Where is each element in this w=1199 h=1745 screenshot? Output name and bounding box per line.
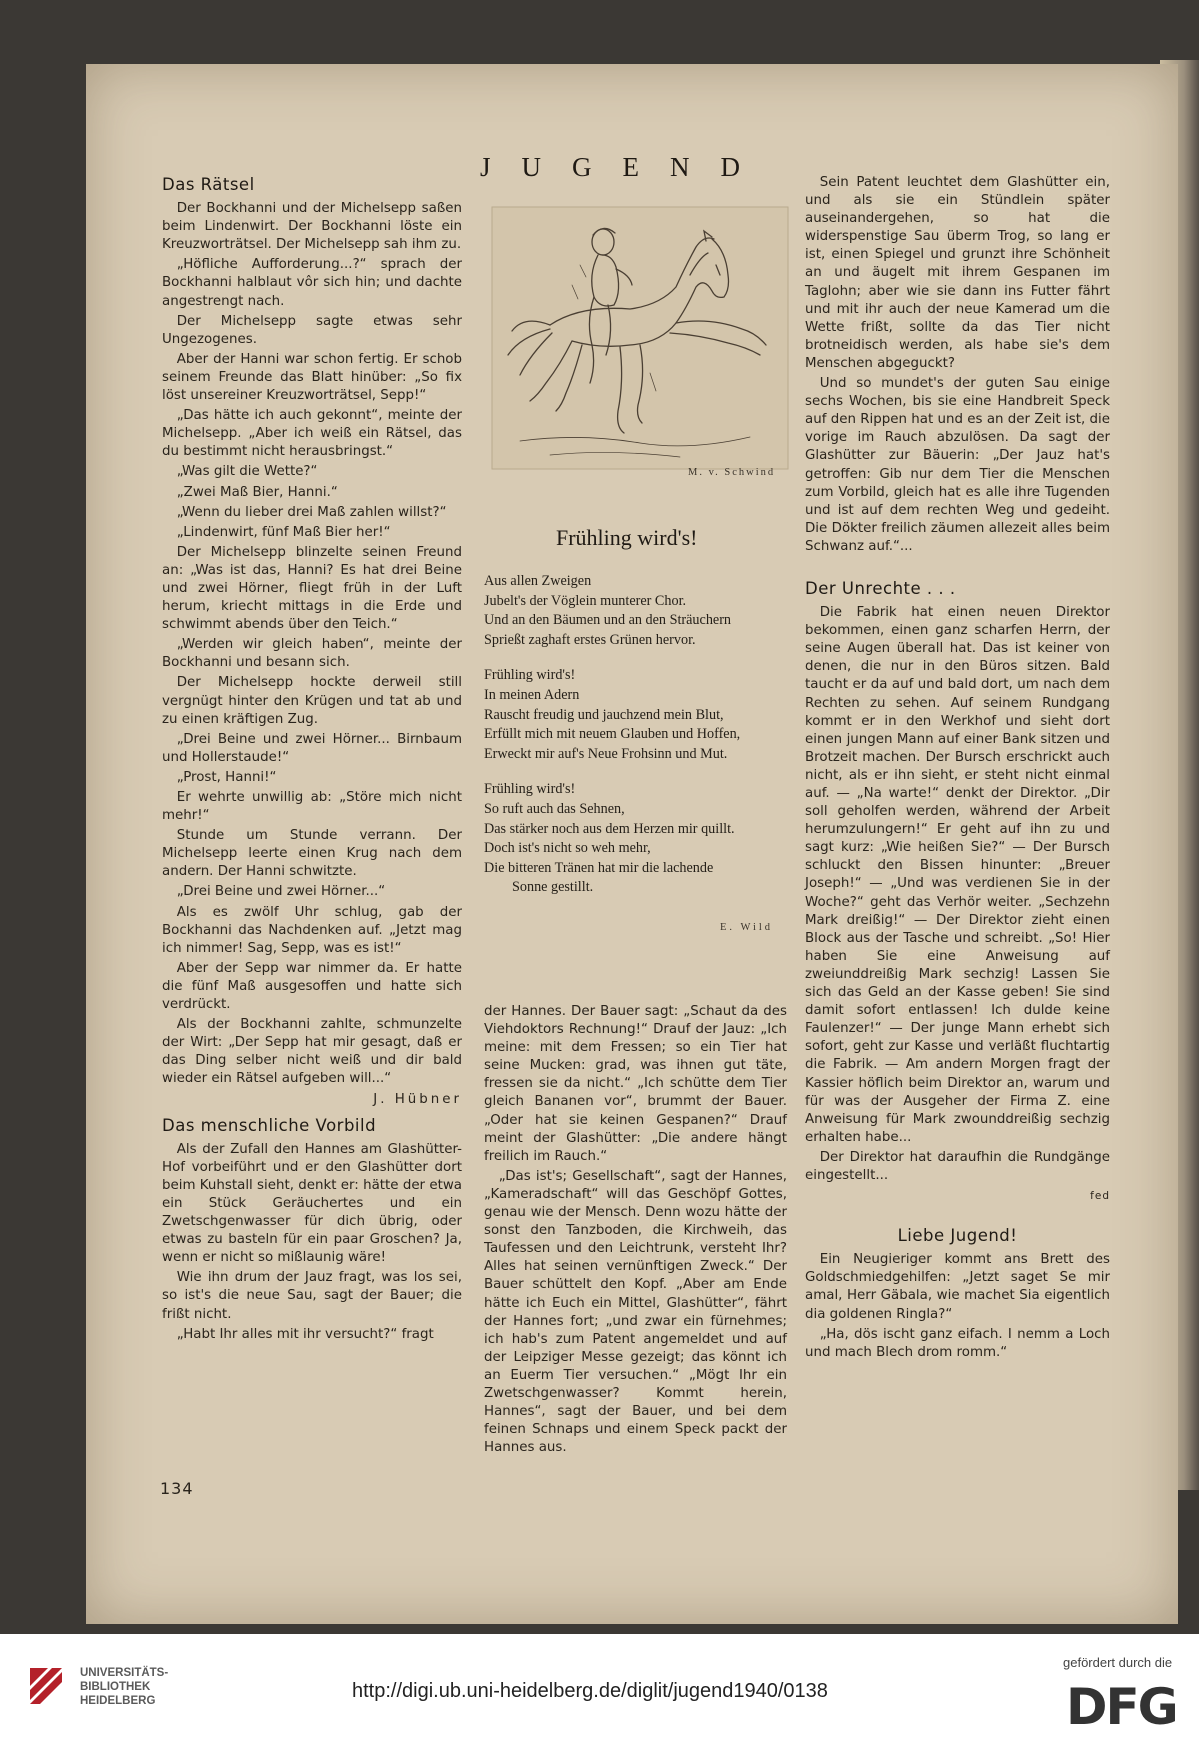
author-signature: J. Hübner: [373, 1091, 462, 1107]
poem-line: Sonne gestillt.: [512, 879, 594, 896]
paragraph: Wie ihn drum der Jauz fragt, was los sei, so ist's die neue Sau, sagt der Bauer; die frißt nicht.: [162, 1270, 462, 1322]
paragraph: „Ha, dös ischt ganz eifach. I nemm a Loch und mach Blech drom romm.“: [805, 1326, 1110, 1360]
poem-stanza: [484, 572, 794, 650]
raetsel-body: [162, 200, 462, 1088]
illustration-caption: M. v. Schwind: [688, 467, 776, 478]
paragraph: Als der Zufall den Hannes am Glashütter-Hof vorbeiführt und er den Glashütter dort beim Kuhstall sieht, denkt er: hätte der etwa ein Stück Geräuchertes und ein Zwetschgenwasser für dich übrig, oder etwas zu basteln für ein paar Groschen? Ja, wenn er nicht so mißlaunig wäre!: [162, 1141, 462, 1266]
paragraph: Aber der Sepp war nimmer da. Er hatte die fünf Maß ausgesoffen und hatte sich verdrückt.: [162, 960, 462, 1013]
paragraph: „Höfliche Aufforderung...?“ sprach der Bockhanni halblaut vôr sich hin; und dachte angestrengt nach.: [162, 257, 462, 309]
poem-stanza: [484, 780, 794, 898]
paragraph: „Drei Beine und zwei Hörner...“: [176, 884, 386, 900]
poem-stanza: [484, 666, 794, 764]
poem-line: Die bitteren Tränen hat mir die lachende: [484, 859, 714, 876]
paragraph: „Habt Ihr alles mit ihr versucht?“ fragt: [176, 1326, 434, 1342]
section-title-raetsel: Das Rätsel: [162, 175, 255, 194]
right-column: [805, 174, 1110, 1364]
poem-line: Frühling wird's!: [484, 667, 576, 684]
library-name: [80, 1666, 168, 1708]
section-title-vorbild: Das menschliche Vorbild: [162, 1115, 377, 1135]
paragraph: Als der Bockhanni zahlte, schmunzelte der Wirt: „Der Sepp hat mir gesagt, daß er das Ding selber nicht weiß und dir bald wieder ein Rätsel aufgeben will...“: [162, 1017, 462, 1087]
library-name-line: UNIVERSITÄTS-: [80, 1667, 169, 1679]
paragraph: Stunde um Stunde verrann. Der Michelsepp leerte einen Krug nach dem andern. Der Hanni schwitzte.: [162, 828, 462, 880]
poem-line: Jubelt's der Vöglein munterer Chor.: [484, 592, 687, 609]
paragraph: Er wehrte unwillig ab: „Störe mich nicht mehr!“: [162, 790, 462, 824]
paragraph: Und so mundet's der guten Sau einige sechs Wochen, bis sie eine Handbreit Speck auf den Rippen hat und es an der Zeit ist, die vorige im Rauch abzulösen. Da sagt der Glashütter zur Bäuerin: „Der Jauz hat's getroffen: Gib nur dem Tier die Menschen zum Vorbild, gleich hat es alle ihre Tugenden und ist auf dem rechten Weg und gedeiht. Die Dökter freilich zäumen allezeit alles beim Schwanz auf.“...: [805, 376, 1110, 554]
poem: [484, 572, 794, 914]
paragraph: Der Michelsepp hockte derweil still vergnügt hinter den Krügen und tat ab und zu einen kräftigen Zug.: [162, 675, 462, 727]
library-name-line: HEIDELBERG: [80, 1695, 156, 1707]
poem-line: Aus allen Zweigen: [484, 573, 592, 589]
section-title-unrechte: Der Unrechte . . .: [805, 578, 956, 598]
paragraph: Als es zwölf Uhr schlug, gab der Bockhanni das Nachdenken auf. „Jetzt mag ich nimmer! Sag, Sepp, was es ist!“: [162, 904, 462, 956]
paragraph: Sein Patent leuchtet dem Glashütter ein, und als sie ein Stündlein später auseinandergehen, so hat die widerspenstige Sau überm Trog, so lang er ist, einen Spiegel und grunzt ihre Schönheit an und äugelt mit ihrem Gespanen im Taglohn; aber wie sie dann ins Futter fährt und mit ihr auch der neue Kamerad um die Wette frißt, sollte da das Tier nicht brotneidisch werden, als habe sie's dem Menschen abgeguckt?: [805, 175, 1110, 371]
poem-line: Sprießt zaghaft erstes Grünen hervor.: [484, 631, 696, 648]
author-signature: fed: [1090, 1190, 1110, 1203]
library-name-line: BIBLIOTHEK: [80, 1681, 151, 1693]
paragraph: Der Direktor hat daraufhin die Rundgänge eingestellt...: [805, 1149, 1110, 1183]
funding-label: gefördert durch die: [1063, 1655, 1173, 1670]
paragraph: „Das ist's; Gesellschaft“, sagt der Hannes, „Kameradschaft“ will das Geschöpf Gottes, genau wie der Mensch. Denn wozu hätte der sonst den Tanzboden, die Kirchweih, das Taufessen und den Leichtrunk, versteht Ihr? Alles hat seinen vernünftigen Zweck.“ Der Bauer schüttelt den Kopf. „Aber am Ende hätte ich Euch ein Mittel, Glashütter“, fährt der Hannes fort; „und zwar ein fürnehmes; ich hab's zum Patent angemeldet und auf der Leipziger Messe gezeigt; das könnt ich an Euerm Tier versuchen.“ „Mögt Ihr ein Zwetschgenwasser? Kommt herein, Hannes“, sagt der Bauer, und bei dem feinen Schnaps und einem Speck packt der Hannes aus.: [484, 1168, 787, 1456]
paragraph: Der Bockhanni und der Michelsepp saßen beim Lindenwirt. Der Bockhanni löste ein Kreuzworträtsel. Der Michelsepp sah ihm zu.: [162, 201, 462, 253]
page-number: 134: [160, 1479, 194, 1498]
paragraph: der Hannes. Der Bauer sagt: „Schaut da des Viehdoktors Rechnung!“ Drauf der Jauz: „Ich meine: mit dem Fressen; so ein Tier hat seine Mucken: grad, was ihnen gut täte, fressen sie da nicht.“ „Ich schütte dem Tier gleich Bananen vor“, brummt der Bauer. „Oder hat sie keinen Gespanen?“ Drauf meint der Glashütter: „Die andere hängt freilich im Rauch.“: [484, 1004, 787, 1164]
horse-rider-sketch: [490, 205, 790, 475]
section-title-liebe-jugend: Liebe Jugend!: [897, 1226, 1018, 1246]
paragraph: Die Fabrik hat einen neuen Direktor bekommen, einen ganz scharfen Herrn, der seine Augen überall hat. Das ist keiner von denen, die nur in den Büros sitzen. Bald taucht er da auf und bald dort, um nach dem Rechten zu sehen. Auf seinem Rundgang kommt er in den Werkhof und sieht dort einen jungen Mann auf einer Bank sitzen und Brotzeit machen. Der Bursch erschrickt auch nicht, als er ihn sieht, er steht nicht einmal auf. — „Na warte!“ denkt der Direktor. „Dir soll geholfen werden, während der Arbeit herumzulungern!“ Er geht auf ihn zu und sagt kurz: „Wie heißen Sie?“ — Der Bursch schluckt den Bissen hinunter: „Breuer Joseph!“ — „Und was verdienen Sie in der Woche?“ geht das Verhör weiter. „Sechzehn Mark dreißig!“ — Der Direktor zieht einen Block aus der Tasche und schreibt. „So! Hier haben Sie eine Anweisung auf zweiunddreißig Mark sechzig! Lassen Sie sich das Geld an der Kasse geben! Sie sind damit sofort entlassen! Ich dulde keine Faulenzer!“ — Der junge Mann erhebt sich sofort, geht zur Kasse und verläßt fluchtartig die Fabrik. — Am andern Morgen fragt der Kassier höflich beim Direktor an, warum und für was der Ausgeher der Firma Z. eine Anweisung für Mark zwounddreißig sechzig erhalten habe...: [805, 605, 1110, 1145]
paragraph: „Drei Beine und zwei Hörner... Birnbaum und Hollerstaude!“: [162, 731, 462, 765]
paragraph: „Zwei Maß Bier, Hanni.“: [176, 484, 338, 500]
poem-line: In meinen Adern: [484, 686, 580, 703]
poem-line: So ruft auch das Sehnen,: [484, 800, 625, 817]
left-column: [162, 176, 462, 1346]
paragraph: „Wenn du lieber drei Maß zahlen willst?“: [176, 504, 447, 520]
dfg-logo: DFG: [1066, 1678, 1177, 1736]
masthead-title: JUGEND: [480, 152, 771, 182]
poem-line: Frühling wird's!: [484, 781, 576, 798]
poem-line: Und an den Bäumen und an den Sträuchern: [484, 612, 732, 629]
paragraph: Der Michelsepp blinzelte seinen Freund an: „Was ist das, Hanni? Es hat drei Beine und zwei Hörner, fliegt früh in der Luft herum, kriecht mittags in die Erde und schwimmt abends über den Teich.“: [162, 544, 462, 633]
paragraph: Ein Neugieriger kommt ans Brett des Goldschmiedgehilfen: „Jetzt saget Se mir amal, Herr Gäbala, wie machet Sia eigentlich dia goldenen Ringla?“: [805, 1252, 1110, 1322]
poem-line: Erweckt mir auf's Neue Frohsinn und Mut.: [484, 745, 728, 762]
poem-line: Das stärker noch aus dem Herzen mir quillt.: [484, 820, 735, 837]
poem-line: Doch ist's nicht so weh mehr,: [484, 840, 651, 857]
permalink-url[interactable]: http://digi.ub.uni-heidelberg.de/diglit/jugend1940/0138: [352, 1680, 828, 1702]
middle-column: [484, 1003, 787, 1459]
paragraph: „Das hätte ich auch gekonnt“, meinte der Michelsepp. „Aber ich weiß ein Rätsel, das du bestimmt nicht herausbringst.“: [162, 408, 462, 460]
paragraph: Der Michelsepp sagte etwas sehr Ungezogenes.: [162, 313, 462, 347]
paragraph: „Was gilt die Wette?“: [176, 464, 318, 480]
paragraph: „Lindenwirt, fünf Maß Bier her!“: [176, 524, 391, 540]
poem-line: Rauscht freudig und jauchzend mein Blut,: [484, 706, 724, 723]
paragraph: Aber der Hanni war schon fertig. Er schob seinem Freunde das Blatt hinüber: „So fix löst unsereiner Kreuzworträtsel, Sepp!“: [162, 351, 462, 404]
library-logo-icon: [26, 1664, 66, 1708]
paragraph: „Werden wir gleich haben“, meinte der Bockhanni und besann sich.: [162, 637, 462, 671]
poem-author: E. Wild: [720, 922, 774, 933]
paragraph: „Prost, Hanni!“: [176, 769, 277, 785]
viewer-footer: [0, 1634, 1199, 1745]
rider-illustration: [490, 205, 790, 475]
poem-line: Erfüllt mich mit neuem Glauben und Hoffen,: [484, 726, 741, 743]
poem-title: Frühling wird's!: [556, 525, 698, 550]
